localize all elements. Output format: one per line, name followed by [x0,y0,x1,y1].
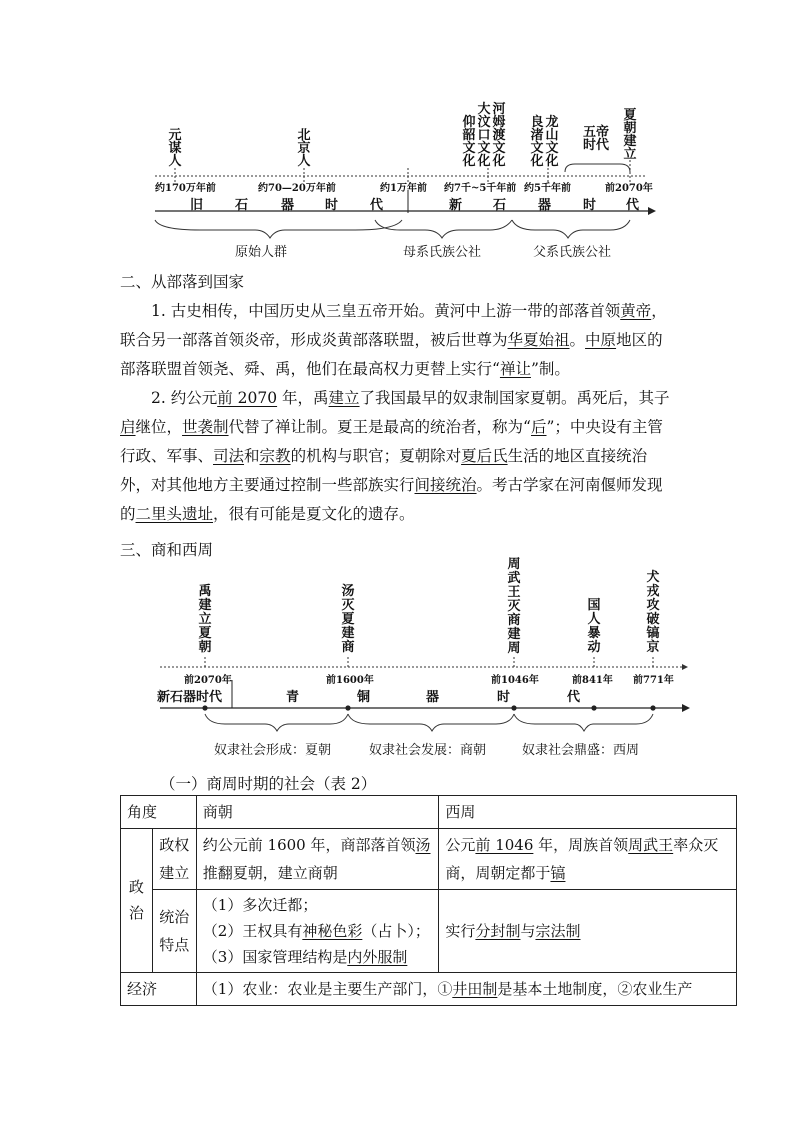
table-cell: （1）多次迁都； （2）王权具有神秘色彩（占卜）； （3）国家管理结构是内外服制 [196,890,439,973]
event-longshan: 龙山文化 [545,115,559,169]
date-label: 前841年 [572,675,613,686]
event-yu-founds-xia: 禹建立夏朝 [198,584,212,655]
era-char: 新 [449,198,463,213]
date-label: 约1万年前 [380,183,427,194]
era-char: 石 [235,198,249,213]
era-char: 时 [497,690,511,705]
section-3-heading: 三、商和西周 [120,541,214,559]
era-char: 石 [493,198,507,213]
date-label: 约170万年前 [155,183,216,194]
event-xia-founding: 夏朝建立 [623,108,637,162]
era-char: 旧 [190,198,204,213]
date-label: 前2070年 [605,183,653,194]
row-label: 统治特点 [152,890,196,973]
event-quanrong-haojing: 犬戎攻破镐京 [646,570,660,655]
table-cell: 实行分封制与宗法制 [439,890,737,973]
table-cell: 公元前 1046 年，周族首领周武王率众灭商，周朝定都于镐 [439,829,737,890]
row-label: 经济 [121,973,197,1006]
band-slave-development: 奴隶社会发展：商朝 [369,743,487,758]
table-caption: （一）商周时期的社会（表 2） [160,775,377,793]
table-row [121,890,737,973]
era-char: 代 [370,198,384,213]
era-char: 青 [286,690,300,705]
era-char: 器 [538,198,552,213]
era-char: 铜 [357,690,371,705]
event-guoren-uprising: 国人暴动 [587,598,601,655]
table-header-row [121,796,737,829]
table-row [121,973,737,1006]
date-label: 前1600年 [326,675,374,686]
band-matriarchal: 母系氏族公社 [403,245,482,260]
date-label: 前2070年 [184,675,232,686]
table-row [121,829,737,890]
event-yuanmou: 元谋人 [168,128,182,169]
era-char: 器 [426,690,440,705]
table-header: 西周 [439,796,737,829]
paragraph-2: 2. 约公元前 2070 年，禹建立了我国最早的奴隶制国家夏朝。禹死后，其子启继位，世袭制代替了禅让制。夏王是最高的统治者，称为“后”；中央设有主管行政、军事、司法和宗教的机构与职官；夏朝除对夏后氏生活的地区直接统治外，对其他地方主要通过控制一些部族实行间接统治。考古学家在河南偃师发现的二里头遗址，很有可能是夏文化的遗存。 [120,389,670,523]
era-char: 时 [325,198,339,213]
event-tang-founds-shang: 汤灭夏建商 [341,584,355,655]
table-cell: 约公元前 1600 年，商部落首领汤推翻夏朝，建立商朝 [196,829,439,890]
paragraph-1: 1. 古史相传，中国历史从三皇五帝开始。黄河中上游一带的部落首领黄帝，联合另一部落首领炎帝，形成炎黄部落联盟，被后世尊为华夏始祖。中原地区的部落联盟首领尧、舜、禹，他们在最高权力更替上实行“禅让”制。 [120,302,667,378]
date-label: 约7千~5千年前 [444,183,517,194]
section-2-heading: 二、从部落到国家 [120,273,245,291]
band-slave-formation: 奴隶社会形成：夏朝 [214,743,332,758]
event-hemudu: 河姆渡文化 [492,102,506,169]
date-label: 约70—20万年前 [258,183,336,194]
band-patriarchal: 父系氏族公社 [533,245,612,260]
event-dawenkou: 大汶口文化 [477,102,491,169]
event-liangzhu: 良渚文化 [530,115,544,169]
event-yangshao: 仰韶文化 [462,115,476,169]
era-neolithic: 新石器时代 [157,690,223,705]
table-2 [120,795,737,1006]
date-label: 约5千年前 [524,183,571,194]
event-beijing: 北京人 [297,128,311,169]
band-slave-peak: 奴隶社会鼎盛：西周 [522,743,640,758]
era-char: 器 [281,198,295,213]
table-header: 角度 [121,796,197,829]
era-char: 代 [626,198,640,213]
event-zhou-founded: 周武王灭商建周 [507,557,521,656]
era-char: 代 [567,690,581,705]
row-label: 政权建立 [152,829,196,890]
politics-label: 政治 [121,829,153,973]
band-primitive-group: 原始人群 [235,245,288,260]
date-label: 前1046年 [491,675,539,686]
event-wudi: 五帝时代 [582,125,609,153]
table-cell: （1）农业：农业是主要生产部门，①井田制是基本土地制度，②农业生产 [196,973,736,1006]
date-label: 前771年 [633,675,674,686]
table-header: 商朝 [196,796,439,829]
era-char: 时 [583,198,597,213]
